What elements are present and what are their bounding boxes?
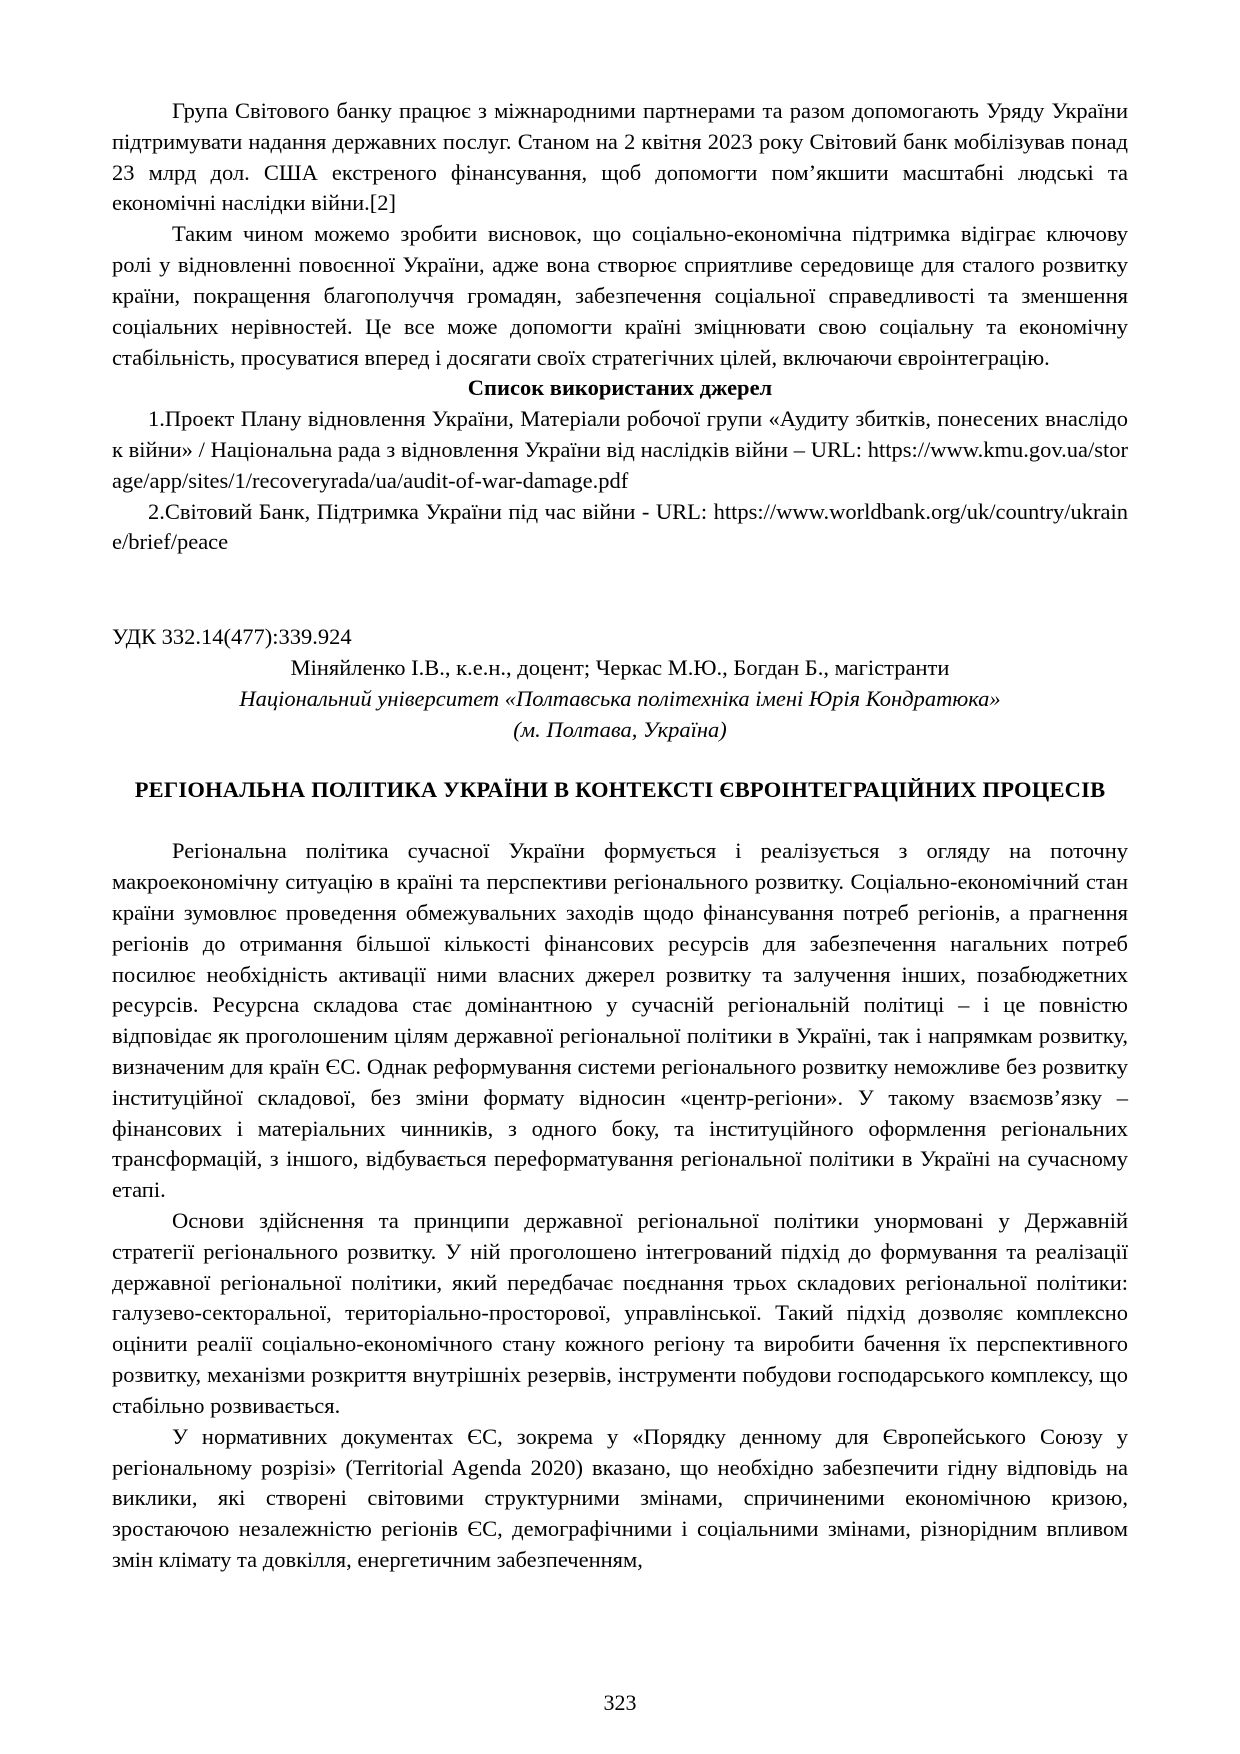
article-paragraph-1: Регіональна політика сучасної України формується і реалізується з огляду на поточну макроекономічну ситуацію в країні та перспективи регіонального розвитку. Соціально-економічний стан країни зумовлює проведення обмежувальних заходів щодо фінансування потреб регіонів, а прагнення регіонів до отримання більшої кількості фінансових ресурсів для забезпечення нагальних потреб посилює необхідність активації ними власних джерел розвитку та залучення інших, позабюджетних ресурсів. Ресурсна складова стає домінантною у сучасній регіональній політиці – і це повністю відповідає як проголошеним цілям державної регіональної політики в Україні, так і напрямкам розвитку, визначеним для країн ЄС. Однак реформування системи регіонального розвитку неможливе без розвитку інституційної складової, без зміни формату відносин «центр-регіони». У такому взаємозв’язку – фінансових і матеріальних чинників, з одного боку, та інституційного оформлення регіональних трансформацій, з іншого, відбувається переформатування регіональної політики в Україні на сучасному етапі.	[112, 838, 1128, 1203]
paragraph-conclusion: Таким чином можемо зробити висновок, що соціально-економічна підтримка відіграє ключову ролі у відновленні повоєнної України, адже вона створює сприятливе середовище для сталого розвитку країни, покращення благополуччя громадян, забезпечення соціальної справедливості та зменшення соціальних нерівностей. Це все може допомогти країні зміцнювати свою соціальну та економічну стабільність, просуватися вперед і досягати своїх стратегічних цілей, включаючи євроінтеграцію.	[112, 221, 1128, 370]
article-title: РЕГІОНАЛЬНА ПОЛІТИКА УКРАЇНИ В КОНТЕКСТІ ЄВРОІНТЕГРАЦІЙНИХ ПРОЦЕСІВ	[134, 777, 1106, 803]
article-paragraph-2: Основи здійснення та принципи державної регіональної політики унормовані у Державній стратегії регіонального розвитку. У ній проголошено інтегрований підхід до формування та реалізації державної регіональної політики, який передбачає поєднання трьох складових регіональної політики: галузево-секторальної, територіально-просторової, управлінської. Такий підхід дозволяє комплексно оцінити реалії соціально-економічного стану кожного регіону та виробити бачення їх перспективного розвитку, механізми розкриття внутрішніх резервів, інструменти побудови господарського комплексу, що стабільно розвивається.	[112, 1208, 1128, 1418]
reference-item-1: 1.Проект Плану відновлення України, Матеріали робочої групи «Аудиту збитків, понесених внаслідок війни» / Національна рада з відновлення України від наслідків війни – URL: https://www.kmu.gov.ua/storage/app/sites/1/recoveryrada/ua/audit-of-war-damage.pdf	[112, 406, 1128, 493]
page-number: 323	[603, 1690, 637, 1715]
article-authors: Міняйленко І.В., к.е.н., доцент; Черкас М.Ю., Богдан Б., магістранти	[290, 655, 950, 680]
reference-item-2: 2.Світовий Банк, Підтримка України під час війни - URL: https://www.worldbank.org/uk/country/ukraine/brief/peace	[112, 498, 1128, 555]
udk-code: УДК 332.14(477):339.924	[112, 624, 352, 650]
article-affiliation: Національний університет «Полтавська політехніка імені Юрія Кондратюка»	[239, 685, 1001, 711]
article-paragraph-3: У нормативних документах ЄС, зокрема у «Порядку денному для Європейського Союзу у регіональному розрізі» (Territorial Agenda 2020) вказано, що необхідно забезпечити гідну відповідь на виклики, які створені світовими структурними змінами, спричиненими економічною кризою, зростаючою незалежністю регіонів ЄС, демографічними і соціальними змінами, різнорідним впливом змін клімату та довкілля, енергетичним забезпеченням,	[112, 1423, 1128, 1572]
references-heading: Список використаних джерел	[467, 375, 773, 401]
section-spacer	[112, 558, 1128, 622]
paragraph-world-bank: Група Світового банку працює з міжнародними партнерами та разом допомогають Уряду України підтримувати надання державних послуг. Станом на 2 квітня 2023 року Світовий банк мобілізував понад 23 млрд дол. США екстреного фінансування, щоб допомогти пом’якшити масштабні людські та економічні наслідки війни.[2]	[112, 98, 1128, 216]
title-spacer	[112, 745, 1128, 775]
article-city: (м. Полтава, Україна)	[513, 716, 727, 742]
body-spacer	[112, 806, 1128, 836]
